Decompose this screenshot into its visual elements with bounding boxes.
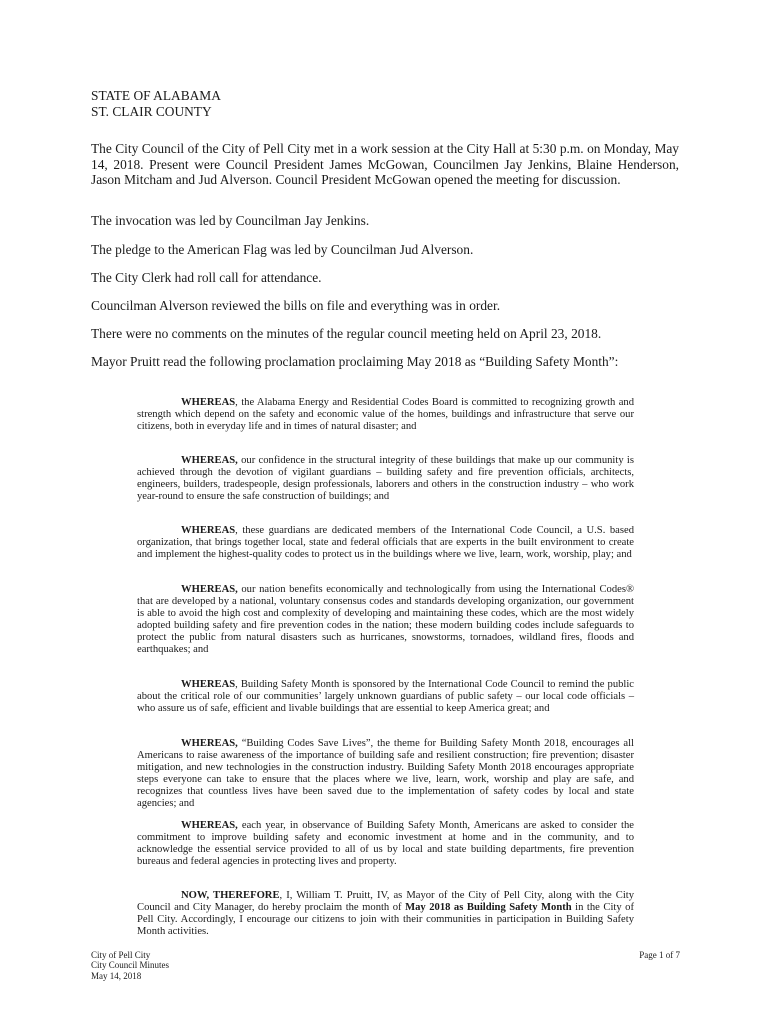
- footer-info: [91, 950, 169, 981]
- invocation-paragraph: The invocation was led by Councilman Jay Jenkins.: [91, 213, 370, 228]
- bills-paragraph: Councilman Alverson reviewed the bills on file and everything was in order.: [91, 298, 501, 313]
- building-safety-month-emphasis: May 2018 as Building Safety Month: [405, 901, 572, 913]
- whereas-text: each year, in observance of Building Safety Month, Americans are asked to consider the commitment to improve building safety and economic investment at home and in the community, and to acknowledge the essential service provided to all of us by local and state building departments, fire prevention bureaus and federal agencies in protecting lives and property.: [137, 820, 634, 867]
- mayor-paragraph: Mayor Pruitt read the following proclamation proclaiming May 2018 as “Building Safety Month”:: [91, 354, 619, 369]
- whereas-paragraph-1: [137, 397, 634, 433]
- document-heading: [91, 88, 221, 119]
- now-therefore-lead: NOW, THEREFORE: [181, 890, 280, 901]
- whereas-lead: WHEREAS,: [181, 820, 238, 831]
- minutes-paragraph: There were no comments on the minutes of the regular council meeting held on April 23, 2018.: [91, 326, 602, 341]
- whereas-lead: WHEREAS: [181, 525, 236, 536]
- intro-paragraph: The City Council of the City of Pell City met in a work session at the City Hall at 5:30 p.m. on Monday, May 14, 2018. Present were Council President James McGowan, Councilmen Jay Jenkins, Blaine Henderson, Jason Mitcham and Jud Alverson. Council President McGowan opened the meeting for discussion.: [91, 141, 679, 187]
- whereas-text: , the Alabama Energy and Residential Codes Board is committed to recognizing growth and strength which depend on the safety and economic value of the homes, buildings and infrastructure that serve our citizens, both in everyday life and in times of natural disaster; and: [137, 397, 634, 432]
- whereas-paragraph-4: [137, 584, 634, 655]
- whereas-paragraph-2: [137, 455, 634, 503]
- roll-call-paragraph: The City Clerk had roll call for attendance.: [91, 270, 322, 285]
- whereas-text: “Building Codes Save Lives”, the theme for Building Safety Month 2018, encourages all Americans to raise awareness of the importance of building safe and resilient construction; fire prevention; disaster mitigation, and new technologies in the construction industry. Building Safety Month 2018 encourages appropriate steps everyone can take to ensure that the places where we live, learn, work, worship and play are safe, and recognizes that countless lives have been saved due to the implementation of safety codes by local and state agencies; and: [137, 738, 634, 809]
- whereas-lead: WHEREAS,: [181, 738, 238, 749]
- whereas-lead: WHEREAS,: [181, 455, 238, 466]
- whereas-lead: WHEREAS: [181, 397, 236, 408]
- whereas-lead: WHEREAS: [181, 679, 236, 690]
- whereas-lead: WHEREAS,: [181, 584, 238, 595]
- whereas-text: , Building Safety Month is sponsored by the International Code Council to remind the public about the critical role of our communities’ largely unknown guardians of public safety – our local code officials – who assure us of safe, efficient and livable buildings that are essential to keep America great; and: [137, 679, 634, 714]
- footer-city: City of Pell City: [91, 950, 151, 960]
- whereas-paragraph-3: [137, 525, 634, 561]
- footer-date: May 14, 2018: [91, 970, 142, 981]
- county-line: ST. CLAIR COUNTY: [91, 103, 212, 119]
- state-line: STATE OF ALABAMA: [91, 88, 221, 103]
- whereas-text: our confidence in the structural integrity of these buildings that make up our community is achieved through the devotion of vigilant guardians – building safety and fire prevention officials, architects, engineers, builders, tradespeople, design professionals, laborers and others in the construction industry – who work year-round to ensure the safe construction of buildings; and: [137, 455, 634, 502]
- now-therefore-paragraph: [137, 890, 634, 938]
- whereas-paragraph-6: [137, 738, 634, 809]
- page-number: Page 1 of 7: [639, 950, 680, 960]
- whereas-text: our nation benefits economically and technologically from using the International Codes® that are developed by a national, voluntary consensus codes and standards developing organization, our government is able to avoid the high cost and complexity of developing and maintaining these codes, which are the most widely adopted building safety and fire prevention codes in the nation; these modern building codes include safeguards to protect the public from natural disasters such as hurricanes, snowstorms, tornadoes, wildland fires, floods and earthquakes; and: [137, 584, 634, 655]
- now-therefore-text-end: in the City of Pell City. Accordingly, I encourage our citizens to join with their communities in participation in Building Safety Month activities.: [137, 901, 634, 937]
- now-therefore-text: , I, William T. Pruitt, IV, as Mayor of the City of Pell City, along with the City Council and City Manager, do hereby proclaim the month of: [137, 890, 635, 913]
- whereas-paragraph-5: [137, 679, 634, 715]
- whereas-paragraph-7: [137, 820, 634, 868]
- pledge-paragraph: The pledge to the American Flag was led by Councilman Jud Alverson.: [91, 242, 474, 257]
- footer-document: City Council Minutes: [91, 960, 170, 971]
- whereas-text: , these guardians are dedicated members of the International Code Council, a U.S. based organization, that brings together local, state and federal officials that are experts in the built environment to create and implement the highest-quality codes to protect us in the buildings where we live, learn, work, worship, play; and: [137, 525, 634, 560]
